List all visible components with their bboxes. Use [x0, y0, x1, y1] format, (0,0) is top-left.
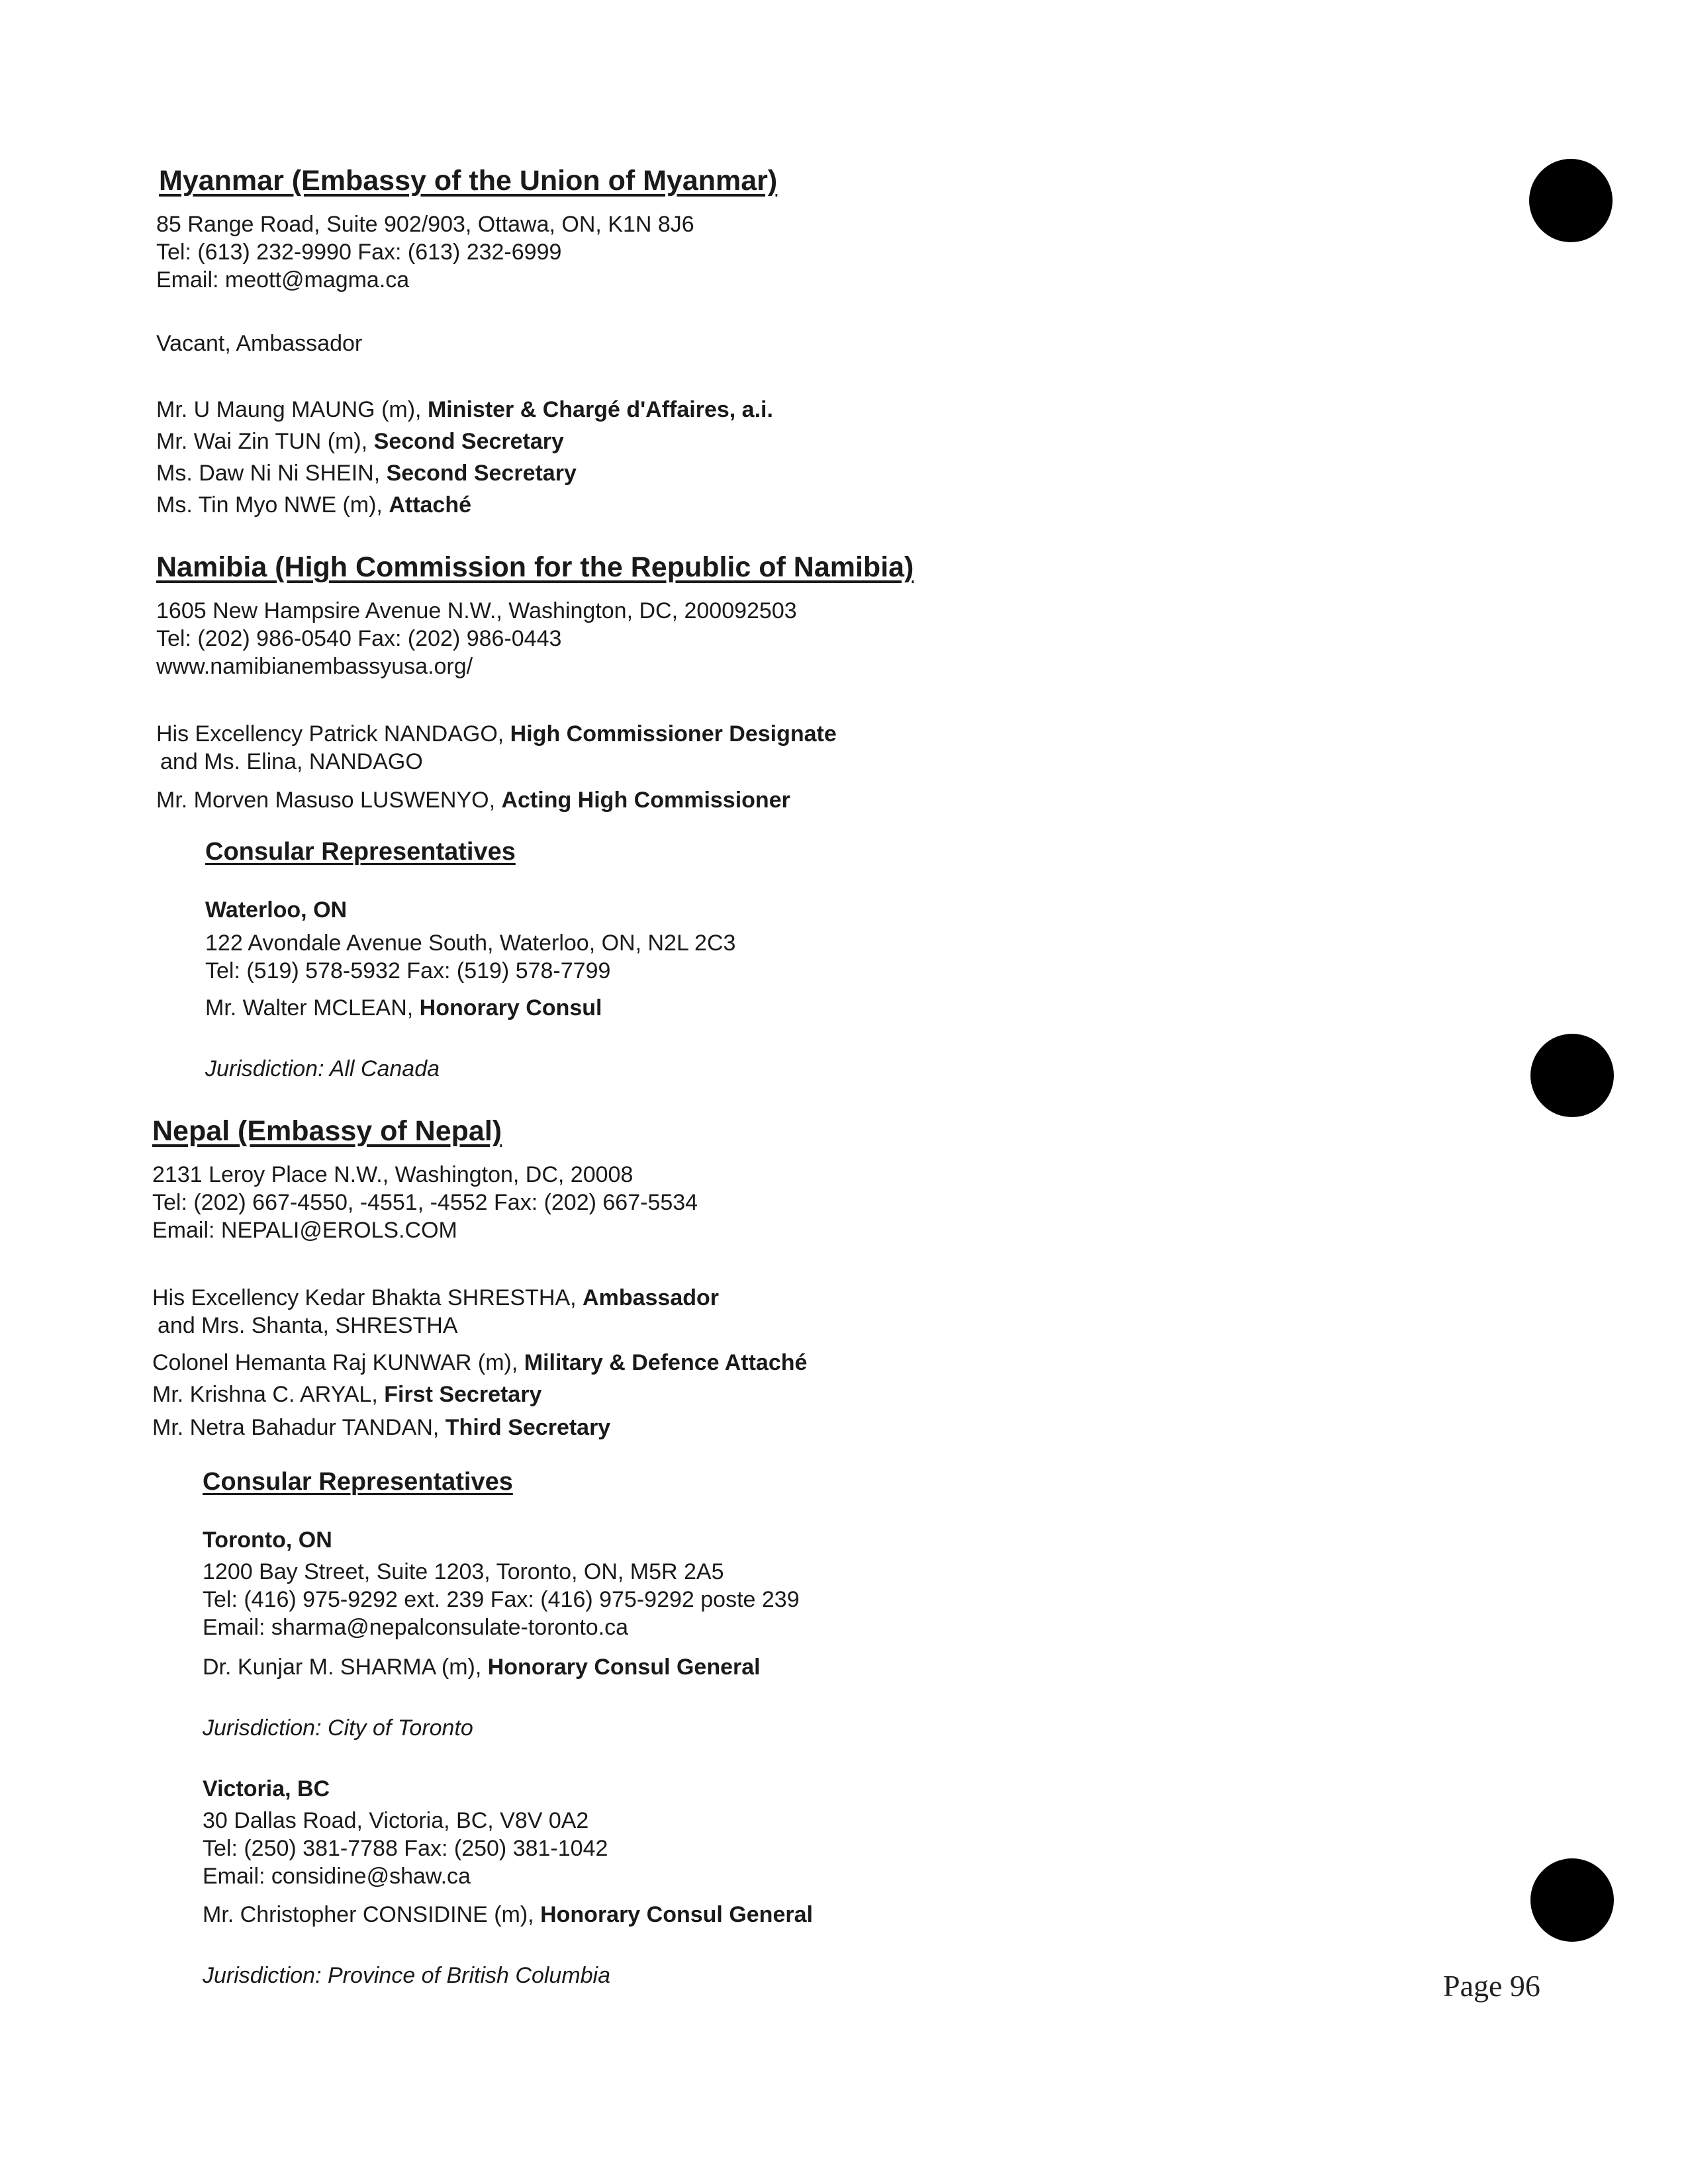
namibia-spouse: and Ms. Elina, NANDAGO: [160, 749, 423, 774]
nepal-staff-2: [152, 1349, 807, 1377]
nepal-consul-toronto: [203, 1653, 761, 1681]
nepal-spouse: and Mrs. Shanta, SHRESTHA: [158, 1313, 458, 1338]
staff-title: Third Secretary: [445, 1415, 611, 1440]
namibia-consular-city: Waterloo, ON: [205, 897, 348, 923]
staff-title: Attaché: [389, 492, 472, 518]
staff-name: Mr. Wai Zin TUN (m),: [156, 429, 374, 454]
staff-name: His Excellency Kedar Bhakta SHRESTHA,: [152, 1285, 583, 1310]
namibia-staff-1: [156, 720, 837, 748]
myanmar-staff-4: [156, 491, 471, 519]
staff-name: Mr. U Maung MAUNG (m),: [156, 397, 428, 422]
myanmar-staff-1: [156, 396, 773, 424]
namibia-website: www.namibianembassyusa.org/: [156, 654, 473, 679]
nepal-consul-victoria: [203, 1901, 813, 1929]
page-number: Page 96: [1443, 1969, 1540, 2003]
namibia-consular-phone: Tel: (519) 578-5932 Fax: (519) 578-7799: [205, 958, 611, 983]
staff-title: Military & Defence Attaché: [524, 1350, 808, 1375]
namibia-consul: [205, 994, 602, 1022]
nepal-staff-3: [152, 1381, 541, 1408]
binder-hole-middle: [1530, 1034, 1614, 1117]
nepal-consular-address-toronto: 1200 Bay Street, Suite 1203, Toronto, ON, M5R 2A5: [203, 1559, 724, 1584]
staff-name: Mr. Krishna C. ARYAL,: [152, 1382, 385, 1407]
myanmar-phone: Tel: (613) 232-9990 Fax: (613) 232-6999: [156, 240, 562, 265]
staff-name: His Excellency Patrick NANDAGO,: [156, 721, 510, 747]
binder-hole-top: [1529, 159, 1613, 242]
nepal-phone: Tel: (202) 667-4550, -4551, -4552 Fax: (202) 667-5534: [152, 1190, 698, 1215]
consul-name: Dr. Kunjar M. SHARMA (m),: [203, 1655, 488, 1680]
namibia-consular-heading: Consular Representatives: [205, 838, 516, 866]
nepal-jurisdiction-toronto: Jurisdiction: City of Toronto: [203, 1715, 473, 1741]
myanmar-staff-3: [156, 459, 577, 487]
staff-name: Ms. Daw Ni Ni SHEIN,: [156, 461, 387, 486]
staff-title: Second Secretary: [373, 429, 564, 454]
nepal-consular-heading: Consular Representatives: [203, 1468, 513, 1496]
nepal-consular-phone-toronto: Tel: (416) 975-9292 ext. 239 Fax: (416) 975-9292 poste 239: [203, 1587, 800, 1612]
staff-name: Mr. Morven Masuso LUSWENYO,: [156, 788, 502, 813]
nepal-consular-address-victoria: 30 Dallas Road, Victoria, BC, V8V 0A2: [203, 1808, 589, 1833]
nepal-staff-4: [152, 1414, 610, 1441]
staff-title: Acting High Commissioner: [501, 788, 790, 813]
binder-hole-bottom: [1530, 1858, 1614, 1942]
consul-name: Mr. Christopher CONSIDINE (m),: [203, 1902, 541, 1927]
consul-title: Honorary Consul General: [540, 1902, 813, 1927]
staff-title: Second Secretary: [386, 461, 577, 486]
nepal-consular-email-toronto: Email: sharma@nepalconsulate-toronto.ca: [203, 1615, 629, 1640]
nepal-heading: Nepal (Embassy of Nepal): [152, 1115, 502, 1147]
nepal-consular-email-victoria: Email: considine@shaw.ca: [203, 1864, 471, 1889]
namibia-jurisdiction: Jurisdiction: All Canada: [205, 1056, 440, 1081]
consul-title: Honorary Consul: [419, 995, 602, 1021]
nepal-jurisdiction-victoria: Jurisdiction: Province of British Columbia: [203, 1963, 611, 1988]
myanmar-heading: Myanmar (Embassy of the Union of Myanmar): [159, 165, 778, 197]
consul-name: Mr. Walter MCLEAN,: [205, 995, 420, 1021]
namibia-staff-2: [156, 786, 790, 814]
staff-title: High Commissioner Designate: [510, 721, 837, 747]
staff-name: Ms. Tin Myo NWE (m),: [156, 492, 389, 518]
nepal-consular-city-toronto: Toronto, ON: [203, 1527, 332, 1553]
nepal-staff-1: [152, 1284, 719, 1312]
namibia-consular-address: 122 Avondale Avenue South, Waterloo, ON, N2L 2C3: [205, 931, 736, 956]
staff-name: Mr. Netra Bahadur TANDAN,: [152, 1415, 445, 1440]
myanmar-address: 85 Range Road, Suite 902/903, Ottawa, ON, K1N 8J6: [156, 212, 694, 237]
myanmar-ambassador-vacant: Vacant, Ambassador: [156, 331, 363, 356]
staff-name: Colonel Hemanta Raj KUNWAR (m),: [152, 1350, 524, 1375]
namibia-heading: Namibia (High Commission for the Republic of Namibia): [156, 551, 914, 583]
nepal-consular-city-victoria: Victoria, BC: [203, 1776, 330, 1801]
staff-title: First Secretary: [384, 1382, 542, 1407]
myanmar-staff-2: [156, 428, 564, 455]
staff-title: Ambassador: [583, 1285, 719, 1310]
consul-title: Honorary Consul General: [487, 1655, 761, 1680]
nepal-email: Email: NEPALI@EROLS.COM: [152, 1218, 457, 1243]
nepal-address: 2131 Leroy Place N.W., Washington, DC, 20008: [152, 1162, 633, 1187]
namibia-address: 1605 New Hampsire Avenue N.W., Washington, DC, 200092503: [156, 598, 797, 623]
staff-title: Minister & Chargé d'Affaires, a.i.: [427, 397, 773, 422]
nepal-consular-phone-victoria: Tel: (250) 381-7788 Fax: (250) 381-1042: [203, 1836, 608, 1861]
myanmar-email: Email: meott@magma.ca: [156, 267, 410, 293]
namibia-phone: Tel: (202) 986-0540 Fax: (202) 986-0443: [156, 626, 562, 651]
